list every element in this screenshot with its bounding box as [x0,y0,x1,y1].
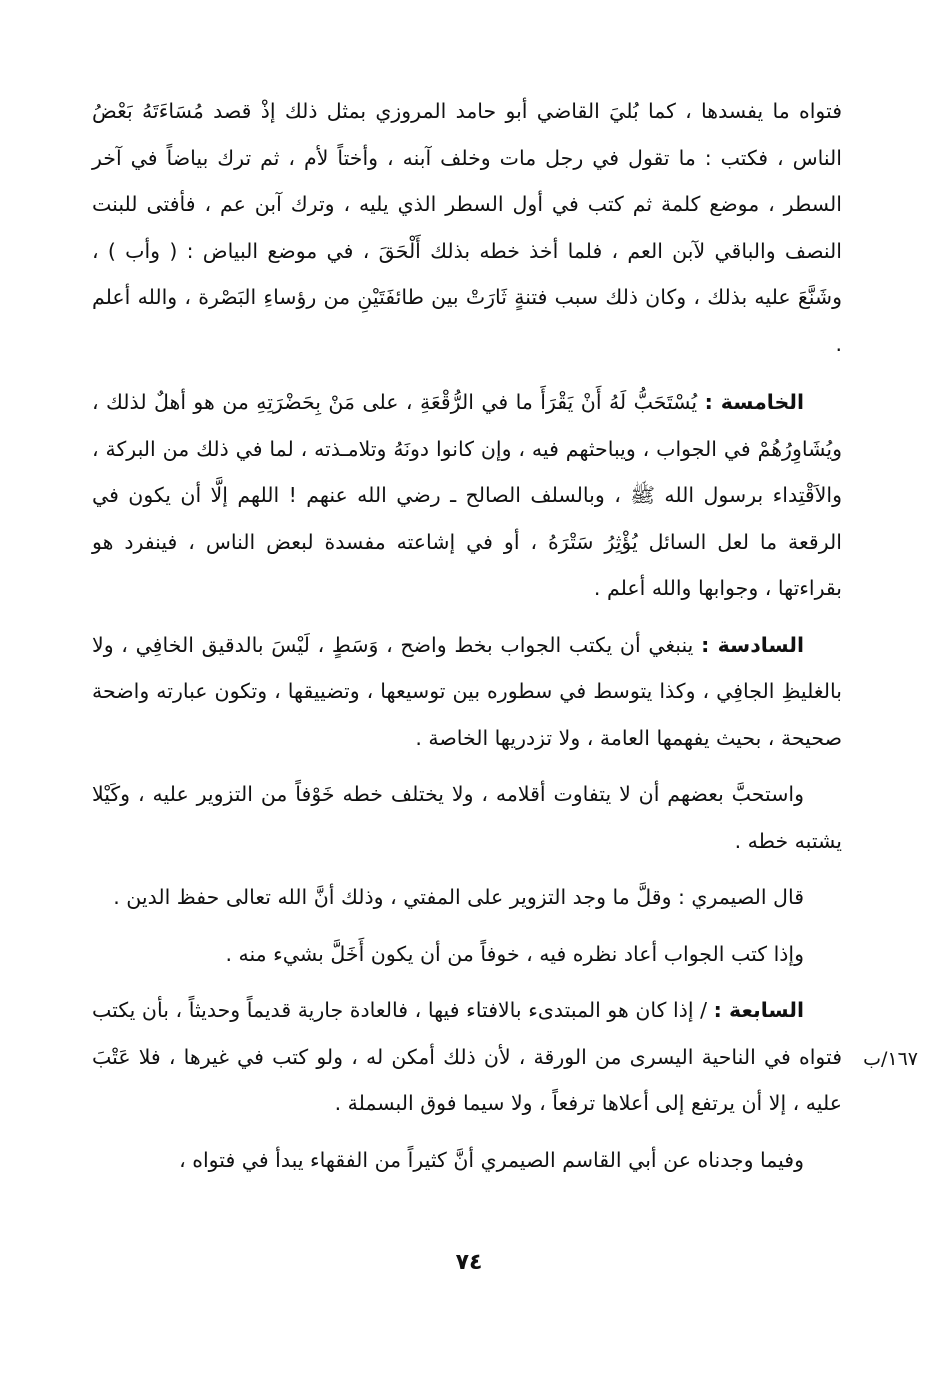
page-number: ٧٤ [455,1250,483,1275]
section-term-fifth: الخامسة : [704,390,804,414]
paragraph-fifth-text: يُسْتَحَبُّ لَهُ أَنْ يَقْرَأَ ما في الرُّقْعَةِ ، على مَنْ بِحَضْرَتِهِ من هو أهلٌ لذلك ، ويُشَاوِرُهُمْ في الجواب ، ويباحثهم فيه ، وإن كانوا دونَهُ وتلامـذته ، لما في ذلك من البركة ، والاَقْتِداء برسول الله ﷺ ، وبالسلف الصالح ـ رضي الله عنهم ! اللهم إلَّا أن يكون في الرقعة ما لعل السائل يُؤْثِرُ سَتْرَهُ ، أو في إشاعته مفسدة لبعض الناس ، فينفرد هو بقراءتها ، وجوابها والله أعلم . [92,390,842,600]
paragraph-8 [92,1137,842,1184]
paragraph-fifth [92,379,842,612]
paragraph-4 [92,771,842,864]
paragraph-8-text: وفيما وجدناه عن أبي القاسم الصيمري أنَّ كثيراً من الفقهاء يبدأ في فتواه ، [179,1147,804,1172]
section-term-seventh: السابعة : [713,998,804,1022]
body-text [92,88,842,1193]
margin-folio-note: ١٦٧/ب [863,1048,918,1070]
paragraph-seventh-text: / إذا كان هو المبتدىء بالافتاء فيها ، فالعادة جارية قديماً وحديثاً ، بأن يكتب فتواه في الناحية اليسرى من الورقة ، لأن ذلك أمكن له ، ولو كتب في غيرها ، فلا عَتْبَ عليه ، إلا أن يرتفع إلى أعلاها ترفعاً ، ولا سيما فوق البسملة . [92,998,842,1115]
paragraph-sixth [92,622,842,762]
paragraph-1-text: فتواه ما يفسدها ، كما بُليَ القاضي أبو حامد المروزي بمثل ذلك إذْ قصد مُسَاءَتَهُ بَعْضُ الناس ، فكتب : ما تقول في رجل مات وخلف آبنه ، وأختاً لأم ، ثم ترك بياضاً في آخر السطر ، موضع كلمة ثم كتب في أول السطر الذي يليه ، وترك آبن عم ، فأفتى للبنت النصف والباقي لآبن العم ، فلما أخذ خطه بذلك أَلْحَقَ ، في موضع البياض : ( وأب ) ، وشَنَّعَ عليه بذلك ، وكان ذلك سبب فتنةٍ ثَارَتْ بين طائفَتَيْنِ من رؤساءِ البَصْرة ، والله أعلم . [92,99,842,356]
paragraph-seventh [92,987,842,1127]
paragraph-5-text: قال الصيمري : وقلَّ ما وجد التزوير على المفتي ، وذلك أنَّ الله تعالى حفظ الدين . [113,885,804,909]
paragraph-4-text: واستحبَّ بعضهم أن لا يتفاوت أقلامه ، ولا يختلف خطه خَوْفاً من التزوير عليه ، وكَيْلا يشتبه خطه . [92,782,842,853]
section-term-sixth: السادسة : [701,632,804,657]
paragraph-6 [92,931,842,978]
paragraph-1 [92,88,842,367]
paragraph-6-text: وإذا كتب الجواب أعاد نظره فيه ، خوفاً من أن يكون أَخَلَّ بشيء منه . [225,941,804,966]
paragraph-5 [92,874,842,921]
paragraph-sixth-text: ينبغي أن يكتب الجواب بخط واضح ، وَسَطٍ ، لَيْسَ بالدقيق الخافِي ، ولا بالغليظِ الجافِي ، وكذا يتوسط في سطوره بين توسيعها ، وتضييقها ، وتكون عبارته واضحة صحيحة ، بحيث يفهمها العامة ، ولا تزدريها الخاصة . [92,632,842,750]
